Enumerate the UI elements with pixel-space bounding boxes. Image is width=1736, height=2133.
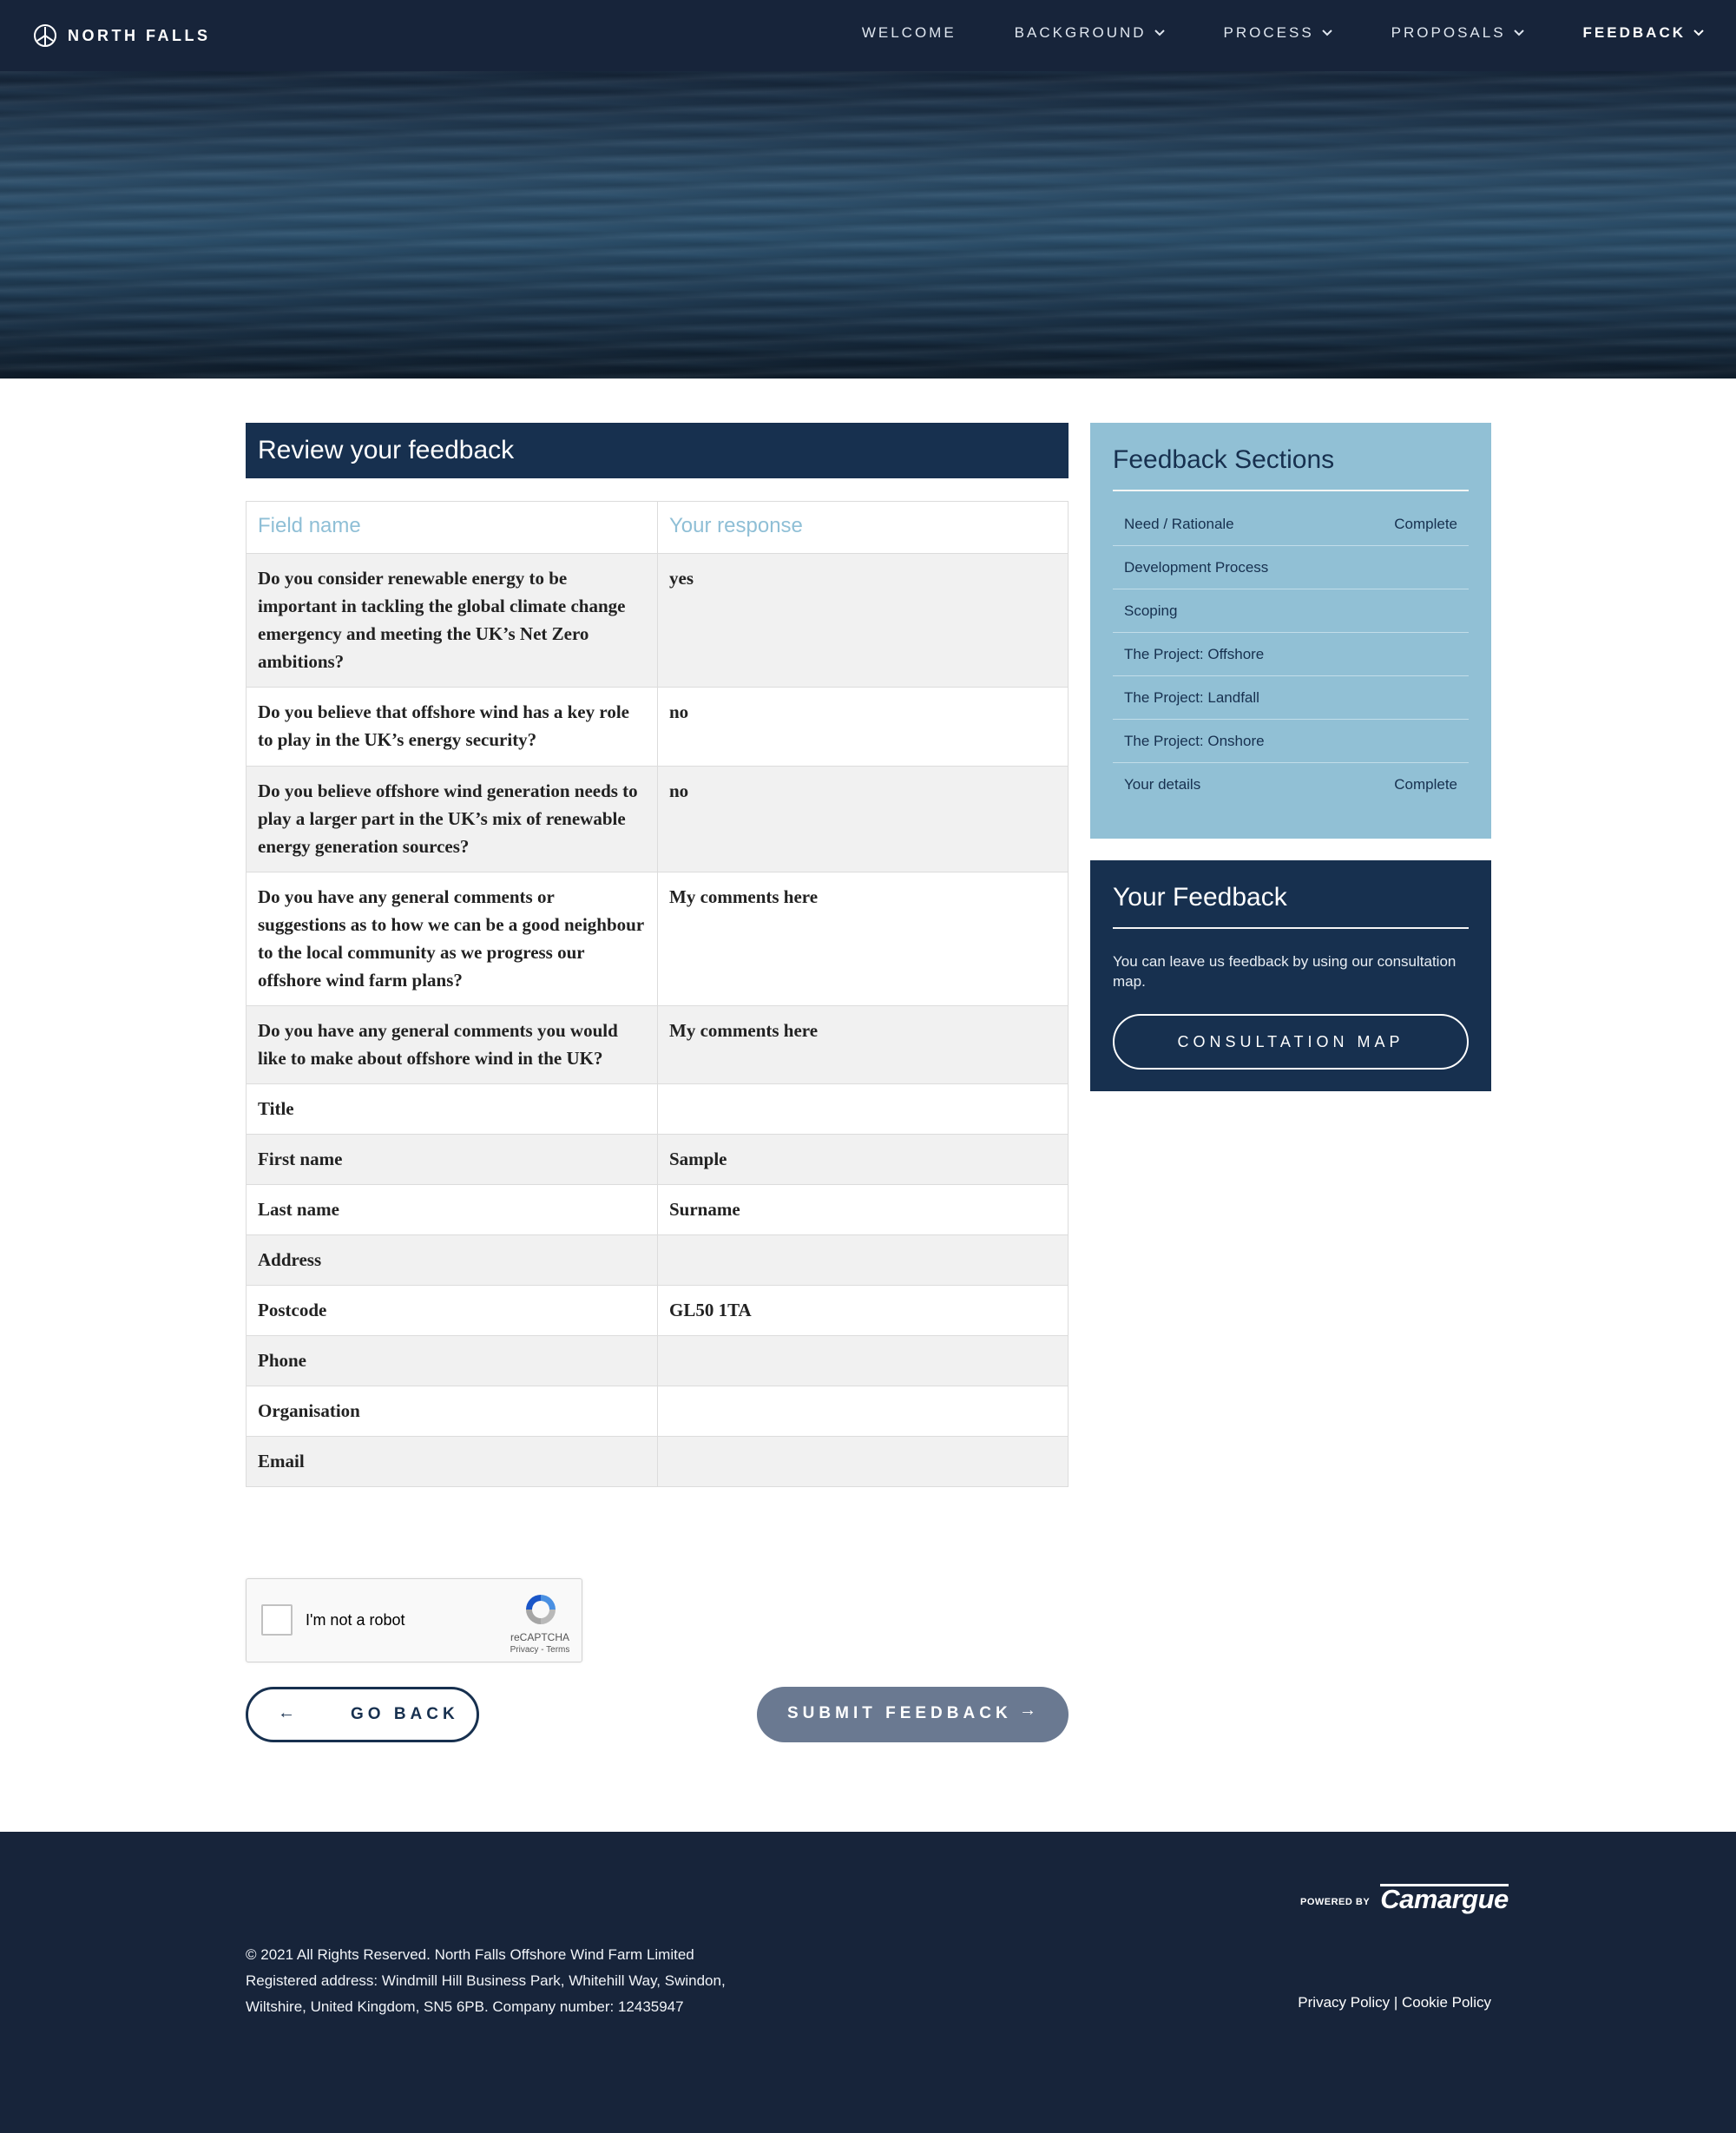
field-name-cell: Email [247,1437,658,1487]
table-row [247,1135,1069,1185]
response-cell: My comments here [658,872,1069,1006]
nav-process[interactable] [1224,24,1333,42]
field-name-cell: Phone [247,1336,658,1386]
powered-by-text: POWERED BY [1300,1897,1371,1907]
go-back-label: GO BACK [351,1705,459,1723]
chevron-down-icon [1513,29,1525,37]
nav-proposals[interactable] [1391,24,1525,42]
submit-feedback-button[interactable] [757,1687,1069,1742]
feedback-sections-panel [1090,423,1491,839]
table-row [247,1437,1069,1487]
divider [1113,927,1469,929]
divider [1113,490,1469,491]
table-row [247,1336,1069,1386]
your-feedback-text: You can leave us feedback by using our consultation map. [1113,953,1457,990]
response-cell: Surname [658,1185,1069,1235]
nav-background[interactable] [1015,24,1166,42]
response-cell [658,1084,1069,1135]
field-name-cell: Do you believe that offshore wind has a key role to play in the UK’s energy security? [247,688,658,767]
footer [0,1832,1736,2133]
response-header: Your response [658,502,1069,554]
chevron-down-icon [1693,29,1705,37]
nav-feedback[interactable] [1583,24,1705,42]
recaptcha-logo-icon [523,1591,559,1628]
arrow-left-icon: ← [278,1703,295,1722]
nav-menu [804,0,1705,66]
table-header-row [247,502,1069,554]
recaptcha-brand: reCAPTCHA [510,1631,569,1643]
copyright-line: © 2021 All Rights Reserved. North Falls Offshore Wind Farm Limited [246,1946,694,1963]
section-scoping[interactable] [1113,589,1469,633]
nav-background-label: BACKGROUND [1014,24,1147,41]
section-label: The Project: Onshore [1124,732,1265,749]
section-label: Your details [1124,776,1201,793]
section-need-rationale[interactable] [1113,503,1469,546]
table-row [247,1386,1069,1437]
response-cell: GL50 1TA [658,1286,1069,1336]
response-cell [658,1235,1069,1286]
field-name-cell: Do you have any general comments you would like to make about offshore wind in the UK? [247,1006,658,1084]
section-status: Complete [1394,776,1457,793]
response-cell: My comments here [658,1006,1069,1084]
submit-feedback-label: SUBMIT FEEDBACK [787,1704,1012,1722]
section-project-landfall[interactable] [1113,676,1469,720]
chevron-down-icon [1321,29,1333,37]
section-status: Complete [1394,515,1457,532]
table-row [247,554,1069,688]
site-logo[interactable] [33,23,211,49]
footer-policies [1298,1994,1491,2011]
turbine-logo-icon [33,23,57,48]
consultation-map-button[interactable]: CONSULTATION MAP [1113,1014,1469,1070]
cookie-policy-link[interactable]: Cookie Policy [1402,1994,1491,2011]
copyright-line: Registered address: Windmill Hill Business Park, Whitehill Way, Swindon, [246,1972,726,1989]
sections-list [1113,503,1469,806]
field-name-cell: Postcode [247,1286,658,1336]
recaptcha-label: I'm not a robot [306,1611,405,1629]
table-row [247,1286,1069,1336]
table-row [247,688,1069,767]
response-cell: no [658,767,1069,872]
response-cell: Sample [658,1135,1069,1185]
response-cell: no [658,688,1069,767]
recaptcha-checkbox[interactable] [261,1604,293,1636]
hero-sea-image [0,71,1736,379]
field-name-cell: First name [247,1135,658,1185]
powered-by-logo[interactable] [1300,1884,1509,1912]
your-feedback-title: Your Feedback [1113,883,1287,912]
field-name-cell: Address [247,1235,658,1286]
section-label: The Project: Offshore [1124,645,1265,662]
field-name-cell: Organisation [247,1386,658,1437]
privacy-policy-link[interactable]: Privacy Policy [1298,1994,1391,2011]
section-project-onshore[interactable] [1113,720,1469,763]
table-row [247,1185,1069,1235]
section-label: Need / Rationale [1124,515,1234,532]
section-development-process[interactable] [1113,546,1469,589]
chevron-down-icon [1154,29,1166,37]
nav-feedback-label: FEEDBACK [1582,24,1686,41]
table-row [247,1084,1069,1135]
camargue-brand: Camargue [1380,1884,1509,1914]
nav-process-label: PROCESS [1223,24,1314,41]
review-table [246,501,1069,1487]
your-feedback-panel [1090,860,1491,1091]
field-name-cell: Do you believe offshore wind generation needs to play a larger part in the UK’s mix of renewable energy generation sources? [247,767,658,872]
go-back-button[interactable] [246,1687,479,1742]
section-project-offshore[interactable] [1113,633,1469,676]
review-title: Review your feedback [246,423,1069,478]
top-nav [0,0,1736,71]
table-row [247,1006,1069,1084]
footer-copyright [246,1942,726,2020]
field-name-cell: Title [247,1084,658,1135]
recaptcha-privacy-terms[interactable]: Privacy - Terms [510,1645,570,1655]
arrow-right-icon: → [1019,1701,1036,1720]
table-row [247,872,1069,1006]
table-row [247,767,1069,872]
table-row [247,1235,1069,1286]
nav-welcome-label: WELCOME [861,24,957,41]
nav-welcome[interactable] [862,24,957,42]
section-label: Scoping [1124,602,1178,619]
feedback-sections-title: Feedback Sections [1113,445,1335,474]
response-cell [658,1336,1069,1386]
field-name-cell: Do you have any general comments or suggestions as to how we can be a good neighbour to the local community as we progress our offshore wind farm plans? [247,872,658,1006]
field-name-cell: Last name [247,1185,658,1235]
recaptcha-widget [246,1578,582,1662]
policy-separator: | [1393,1994,1398,2011]
nav-proposals-label: PROPOSALS [1391,24,1506,41]
field-name-header: Field name [247,502,658,554]
field-name-cell: Do you consider renewable energy to be important in tackling the global climate change emergency and meeting the UK’s Net Zero ambitions? [247,554,658,688]
copyright-line: Wiltshire, United Kingdom, SN5 6PB. Company number: 12435947 [246,1998,684,2015]
response-cell [658,1437,1069,1487]
logo-text: NORTH FALLS [68,26,211,44]
section-your-details[interactable] [1113,763,1469,806]
response-cell [658,1386,1069,1437]
response-cell: yes [658,554,1069,688]
section-label: Development Process [1124,558,1269,576]
section-label: The Project: Landfall [1124,688,1259,706]
